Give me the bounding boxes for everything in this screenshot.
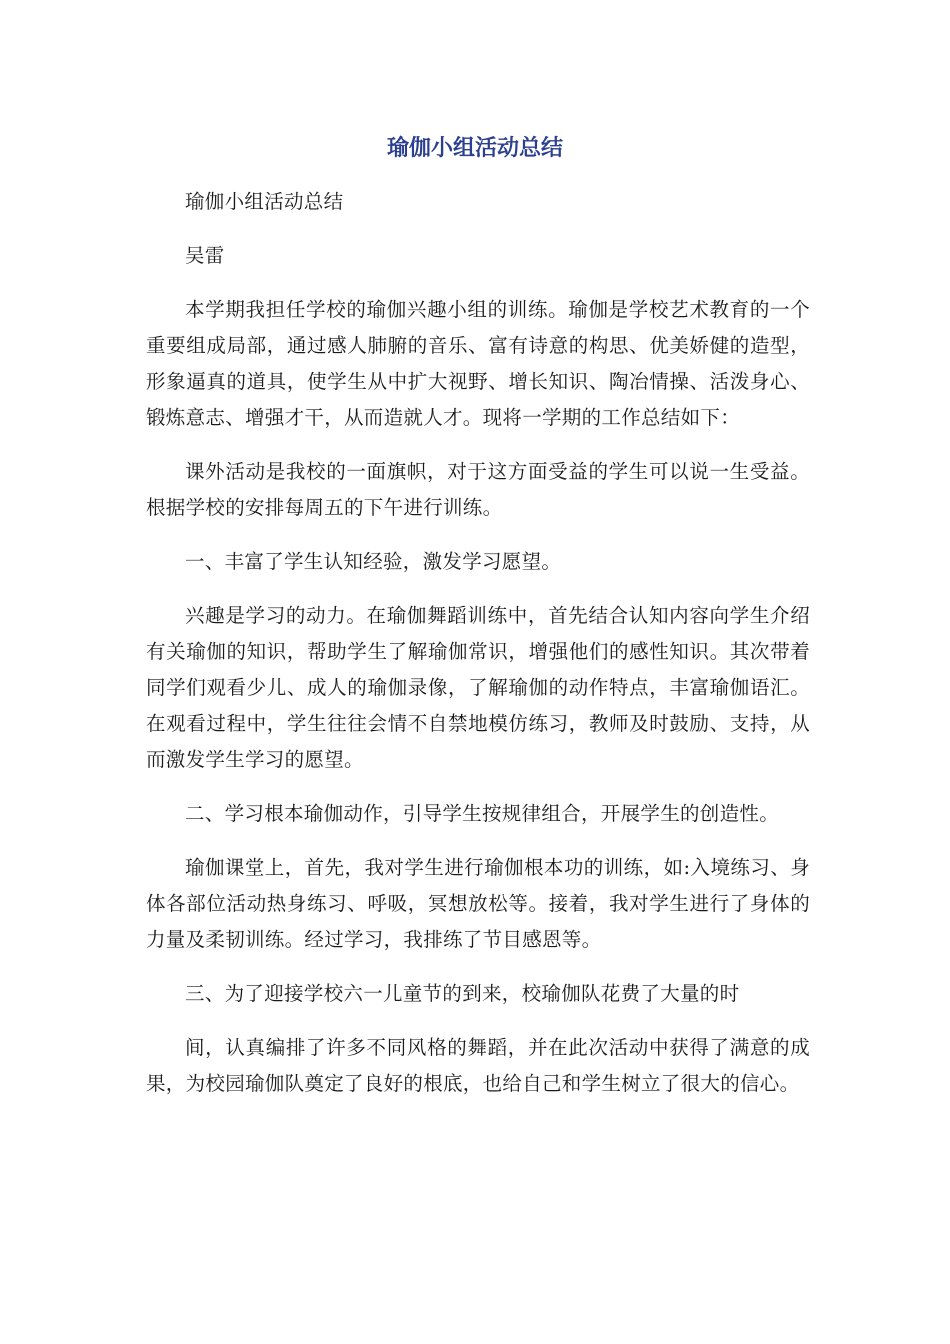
paragraph-author: 吴雷: [185, 244, 225, 267]
section-heading-1: 一、丰富了学生认知经验，激发学习愿望。: [185, 550, 562, 573]
paragraph-interest: 兴趣是学习的动力。在瑜伽舞蹈训练中，首先结合认知内容向学生介绍有关瑜伽的知识，帮助学生了解瑜伽常识，增强他们的感性知识。其次带着同学们观看少儿、成人的瑜伽录像，了解瑜伽的动作特点，丰富瑜伽语汇。在观看过程中，学生往往会情不自禁地模仿练习，教师及时鼓励、支持，从而激发学生学习的愿望。: [146, 604, 810, 771]
section-heading-3: 三、为了迎接学校六一儿童节的到来，校瑜伽队花费了大量的时: [185, 982, 740, 1005]
paragraph-schedule: 课外活动是我校的一面旗帜，对于这方面受益的学生可以说一生受益。根据学校的安排每周五的下午进行训练。: [146, 460, 810, 519]
paragraph-subtitle: 瑜伽小组活动总结: [185, 190, 344, 213]
paragraph-outcome: 间，认真编排了许多不同风格的舞蹈，并在此次活动中获得了满意的成果，为校园瑜伽队奠定了良好的根底，也给自己和学生树立了很大的信心。: [146, 1036, 810, 1095]
paragraph-training: 瑜伽课堂上，首先，我对学生进行瑜伽根本功的训练，如:入境练习、身体各部位活动热身练习、呼吸，冥想放松等。接着，我对学生进行了身体的力量及柔韧训练。经过学习，我排练了节目感恩等。: [146, 856, 810, 951]
document-body: [146, 184, 810, 1120]
document-title: 瑜伽小组活动总结: [386, 136, 563, 161]
section-heading-2: 二、学习根本瑜伽动作，引导学生按规律组合，开展学生的创造性。: [185, 802, 780, 825]
paragraph-intro: 本学期我担任学校的瑜伽兴趣小组的训练。瑜伽是学校艺术教育的一个重要组成局部，通过感人肺腑的音乐、富有诗意的构思、优美娇健的造型，形象逼真的道具，使学生从中扩大视野、增长知识、陶冶情操、活泼身心、锻炼意志、增强才干，从而造就人才。现将一学期的工作总结如下：: [146, 298, 810, 429]
